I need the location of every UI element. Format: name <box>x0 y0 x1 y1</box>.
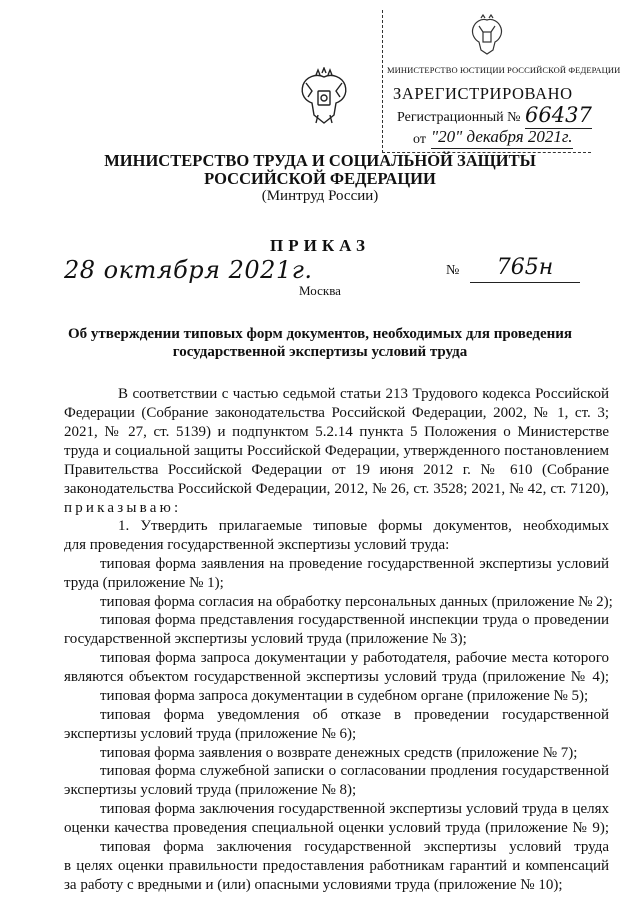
body-line: типовая форма запроса документации в судебном органе (приложение № 5); <box>100 688 589 704</box>
body-line: экспертизы условий труда (приложение № 6); <box>64 726 357 742</box>
body-line: в целях оценки правильности предоставления работникам гарантий и компенсаций <box>64 858 609 874</box>
ministry-short-name: (Минтруд России) <box>261 188 379 204</box>
body-line: Правительства Российской Федерации от 19 июня 2012 г. № 610 (Собрание <box>64 462 609 478</box>
body-line: типовая форма заявления о возврате денежных средств (приложение № 7); <box>100 745 578 761</box>
coat-of-arms-icon <box>298 67 350 129</box>
body-line: экспертизы условий труда (приложение № 8); <box>64 782 357 798</box>
order-number: 765н <box>470 254 580 283</box>
body-line: типовая форма представления государственной инспекции труда о проведении <box>100 612 609 628</box>
body-line: законодательства Российской Федерации, 2012, № 26, ст. 3528; 2021, № 42, ст. 7120), <box>64 481 609 497</box>
order-title: ПРИКАЗ <box>270 236 370 255</box>
body-line: типовая форма заключения государственной экспертизы условий труда <box>100 839 609 855</box>
body-line: типовая форма уведомления об отказе в проведении государственной <box>100 707 609 723</box>
body-line: типовая форма заявления на проведение государственной экспертизы условий <box>100 556 609 572</box>
stamp-status: ЗАРЕГИСТРИРОВАНО <box>393 84 573 103</box>
stamp-ministry-name: МИНИСТЕРСТВО ЮСТИЦИИ РОССИЙСКОЙ ФЕДЕРАЦИИ <box>387 65 621 75</box>
body-line: 1. Утвердить прилагаемые типовые формы документов, необходимых <box>118 518 609 534</box>
body-line: 2021, № 27, ст. 5139) и подпунктом 5.2.14 пункта 5 Положения о Министерстве <box>64 424 609 440</box>
order-date: 28 октября 2021г. <box>64 256 313 284</box>
body-line: оценки качества проведения специальной оценки условий труда (приложение № 9); <box>64 820 609 836</box>
coat-of-arms-icon <box>467 14 507 58</box>
stamp-date: "20" декабря 2021г. <box>431 126 573 149</box>
stamp-reg-number: 66437 <box>525 103 592 127</box>
body-line: государственной экспертизы условий труда (приложение № 3); <box>64 631 467 647</box>
body-line: В соответствии с частью седьмой статьи 213 Трудового кодекса Российской <box>118 386 609 402</box>
document-title: государственной экспертизы условий труда <box>172 344 468 360</box>
registration-stamp <box>382 10 621 153</box>
body-line: типовая форма согласия на обработку персональных данных (приложение № 2); <box>100 594 613 610</box>
order-city: Москва <box>299 283 341 298</box>
ministry-country: РОССИЙСКОЙ ФЕДЕРАЦИИ <box>204 169 436 188</box>
body-line: типовая форма заключения государственной экспертизы условий труда в целях <box>100 801 609 817</box>
body-line: приказываю: <box>64 500 182 516</box>
stamp-reg-label: Регистрационный № <box>397 110 521 125</box>
body-line: для проведения государственной экспертизы условий труда: <box>64 537 450 553</box>
body-line: труда (приложение № 1); <box>64 575 224 591</box>
body-line: являются объектом государственной экспертизы условий труда (приложение № 4); <box>64 669 609 685</box>
body-line: типовая форма служебной записки о согласовании продления государственной <box>100 763 609 779</box>
ministry-name: МИНИСТЕРСТВО ТРУДА И СОЦИАЛЬНОЙ ЗАЩИТЫ <box>104 151 536 170</box>
stamp-date-prefix: от <box>413 132 426 147</box>
body-line: труда и социальной защиты Российской Федерации, утвержденного постановлением <box>64 443 609 459</box>
body-line: типовая форма запроса документации у работодателя, рабочие места которого <box>100 650 609 666</box>
body-line: за работу с вредными и (или) опасными условиями труда (приложение № 10); <box>64 877 563 893</box>
document-title: Об утверждении типовых форм документов, необходимых для проведения <box>67 326 573 342</box>
body-line: Федерации (Собрание законодательства Российской Федерации, 2002, № 1, ст. 3; <box>64 405 609 421</box>
order-number-label: № <box>446 263 460 278</box>
